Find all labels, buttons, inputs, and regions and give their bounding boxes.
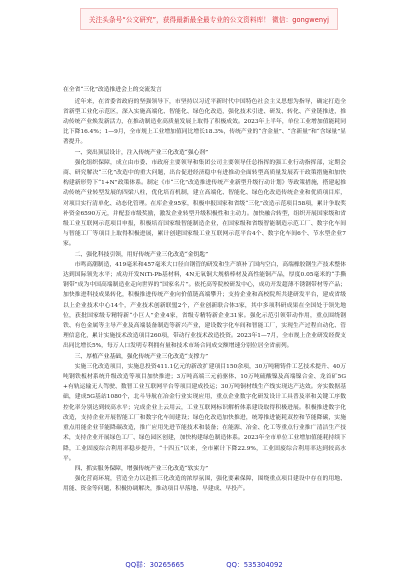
- section-heading: 四、抓实服务保障，增强传统产业三化改造“软实力”: [74, 465, 209, 472]
- section-heading: 三、厚植产业基础，强化传统产业三化改造“支撑力”: [74, 353, 209, 360]
- document-body: [63, 86, 346, 542]
- footer-qq: QQ：535304092: [226, 561, 283, 569]
- body-paragraph: 近年来，在省委省政府的坚强领导下，市坚持以习近平新时代中国特色社会主义思想为指导，确定打造全省新型工业化示范区，深入实施高端化、智能化、绿色化改造，强化技术引进、研发、转化、产业链推进，推动传统产业焕发新活力，在推动制造业高质量发展上取得了积极成效。2023年上半年，单位工业增加值能耗同比下降16.4%；1—9月，全市规上工业增加值同比增长18.3%，传统产业的“含金量”、“含新量”和“含绿量”显著提升。: [63, 98, 346, 146]
- promo-banner: [80, 8, 338, 30]
- footer: [0, 554, 408, 574]
- footer-qq-group: QQ群：30265665: [125, 561, 185, 569]
- promo-banner-text: 关注头条号“公文研究”，获得最新最全最专业的公文资料库！ 微信：gongwenyj: [88, 16, 330, 24]
- body-paragraph: 强化营商环境，营造全力以赴抓三化改造的浓厚氛围，强化要素保障，围绕重点项目建设中存在的用地、用能、资金等问题，积极协调解决，推动项目早落地、早建成、早投产。: [63, 476, 346, 493]
- section-heading: 二、强化科技引领，用好传统产业三化改造“金钥匙”: [74, 251, 209, 258]
- document-title: 在全省“三化”改造推进会上的交流发言: [63, 87, 162, 93]
- body-paragraph: 市鸣高潮制造，419毫米和457毫米大口径自钢管的研发和生产填补了国内空白，高端橡胶钢生产技术整体达到国际领先水平；成功开发NiTi-Pb基材料，4N无氧铜大规格棒材及高性能铜产品，厚度0.05毫米的“手撕钢带”成为中国高端制造业走向世界的“国家名片”。依托高等院校研发中心，成功开发超薄不锈钢带材等产品；加快推进科技成果转化，积极推进传统产业向价值链高端攀升；支持企业和高校院所共建研发平台，建成省级以上企业技术中心14个，产业技术创新联盟2个，产业创新联合体3家，其中多项科研成果在全国处于领先地位，获批国家级专精特新“小巨人”企业4家，省级专精特新企业31家。强化示范引领带动作用，重点围绕钢铁、有色金属等主导产业及高端装备制造等新兴产业，建设数字化车间和智能工厂，实现生产过程自动化、管理信息化，累计实施技术改造项目260项，带动行业技术改造投资。2023年1—7月，全市规上企业研发经费支出同比增长5%，每万人口发明专利拥有量和技术市场合同成交额增速分别位居全省前列。: [63, 261, 346, 350]
- body-paragraph: 强化组织保障，成立由市委、市政府主要领导和集团公司主要领导任总指挥的强工业行动指挥部，定期会商、研究解决“三化”改造中的重大问题，出台促进经济稳中有进推动全面转型高质量发展若干政策措施和加快构建新形势下“1+N”政策体系。制定《市“三化”改造推进传统产业新型升级行动计划》等政策措施，搭建起推动传统产业转型发展的四梁八柱，优化培育机制，建立高端化、智能化、绿色化改造传统企业和优质项目库，对项目实行清单化、动态化管理。在库企业95家，积极申报国家和省级“三化”改造示范项目58项，累计争取奖补资金6590万元，并配套市级奖励，激发企业转型升级积极性和主动力。加快融合转型，组织开展国家级和省级工业互联网示范项目申报，积极培育国家级智能制造企业，在国家级和省级智能制造示范工厂、数字化车间与智能工厂等项目上取得积极进展，累计创建国家级工业互联网示范平台4个、数字化车间6个、节水型企业7家。: [63, 159, 346, 248]
- body-paragraph: 实施三化改造项目，实施总投资411.1亿元的新改扩建项目150余项，30万吨精铸件工艺技术提升、40万吨钢铁板材系统升级改造等项目加快推进；3万吨高端三元前驱体、10万吨硫酸镍及高端镍合金、龙首矿5G+有轨运输无人驾驶、数智工业互联网平台等项目建成投运；30万吨铜材线生产线实现达产达效。夯实数据基础，建成5G基站1080个，北斗导航在冶金行业实现应用，重点企业数字化研发设计工具普及率和关键工序数控化率分别达到较高水平；完成企业上云用云，工业互联网标识解析体系建设取得积极进展。积极推进数字化改造，支持企业开展智能工厂和数字化车间建设；绿色化改造加快推进，统筹推进能耗双控和节能降碳，实施重点用能企业节能降碳改造，推广应用先进节能技术和装备；在能源、冶金、化工等重点行业推广清洁生产技术，支持企业开展绿色工厂、绿色园区创建，加快构建绿色制造体系。2023年全市单位工业增加值能耗持续下降，工业固废综合利用率稳步提升，“十四五”以来，全市累计下降22.9%，工业固废综合利用率达到较高水平。: [63, 363, 346, 462]
- section-heading: 一、突出顶层设计，注入传统产业三化改造“强心剂”: [74, 149, 209, 156]
- paragraph-list: [63, 97, 346, 495]
